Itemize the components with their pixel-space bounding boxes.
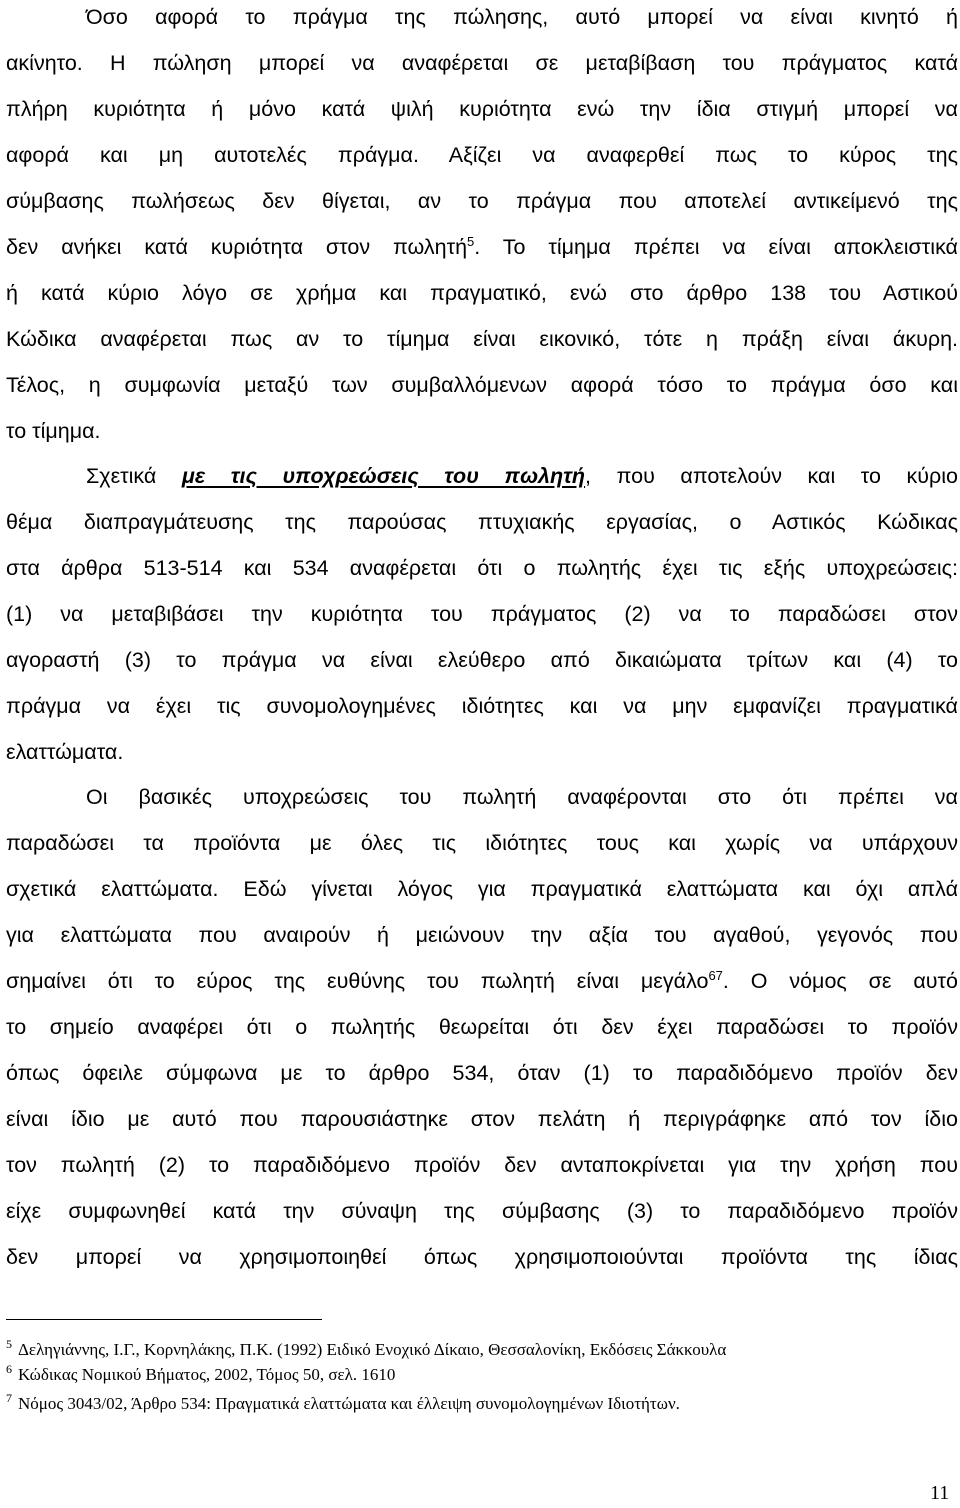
paragraph-line: σχετικά ελαττώματα. Εδώ γίνεται λόγος για πραγματικά ελαττώματα και όχι απλά (6, 877, 958, 901)
paragraph-line: ακίνητο. Η πώληση μπορεί να αναφέρεται σε μεταβίβαση του πράγματος κατά (6, 51, 958, 75)
paragraph-line: πλήρη κυριότητα ή μόνο κατά ψιλή κυριότητα ενώ την ίδια στιγμή μπορεί να (6, 97, 958, 121)
footnote-separator (6, 1319, 322, 1320)
footnote-text: Κώδικας Νομικού Βήματος, 2002, Τόμος 50, σελ. 1610 (18, 1365, 396, 1384)
footnote-reference: 5 (467, 233, 475, 249)
paragraph-line: το σημείο αναφέρει ότι ο πωλητής θεωρείται ότι δεν έχει παραδώσει το προϊόν (6, 1015, 958, 1039)
paragraph-line: ή κατά κύριο λόγο σε χρήμα και πραγματικό, ενώ στο άρθρο 138 του Αστικού (6, 281, 958, 305)
paragraph-line: Όσο αφορά το πράγμα της πώλησης, αυτό μπορεί να είναι κινητό ή (86, 5, 958, 29)
emphasized-text: με τις υποχρεώσεις του πωλητή (181, 464, 586, 488)
paragraph-line: το τίμημα. (6, 419, 101, 443)
paragraph-line (86, 462, 958, 490)
paragraph-line: για ελαττώματα που αναιρούν ή μειώνουν την αξία του αγαθού, γεγονός που (6, 923, 958, 947)
footnote (6, 1364, 395, 1386)
paragraph-line: είναι ίδιο με αυτό που παρουσιάστηκε στον πελάτη ή περιγράφηκε από τον ίδιο (6, 1107, 958, 1131)
text-span: σημαίνει ότι το εύρος της ευθύνης του πωλητή είναι μεγάλο (6, 969, 709, 993)
paragraph-line: πράγμα να έχει τις συνομολογημένες ιδιότητες και να μην εμφανίζει πραγματικά (6, 694, 958, 718)
paragraph-line: Τέλος, η συμφωνία μεταξύ των συμβαλλόμενων αφορά τόσο το πράγμα όσο και (6, 373, 958, 397)
footnote-number: 5 (6, 1337, 12, 1352)
paragraph-line: παραδώσει τα προϊόντα με όλες τις ιδιότητες τους και χωρίς να υπάρχουν (6, 831, 958, 855)
paragraph-line: Οι βασικές υποχρεώσεις του πωλητή αναφέρονται στο ότι πρέπει να (86, 785, 958, 809)
text-span: . Το τίμημα πρέπει να είναι αποκλειστικά (474, 235, 958, 259)
page-number: 11 (930, 1482, 950, 1504)
paragraph-line: είχε συμφωνηθεί κατά την σύναψη της σύμβασης (3) το παραδιδόμενο προϊόν (6, 1199, 958, 1223)
text-span: Σχετικά (86, 464, 182, 488)
paragraph-line: αφορά και μη αυτοτελές πράγμα. Αξίζει να αναφερθεί πως το κύρος της (6, 143, 958, 167)
paragraph-line: αγοραστή (3) το πράγμα να είναι ελεύθερο από δικαιώματα τρίτων και (4) το (6, 648, 958, 672)
paragraph-line: στα άρθρα 513-514 και 534 αναφέρεται ότι ο πωλητής έχει τις εξής υποχρεώσεις: (6, 556, 958, 580)
paragraph-line: θέμα διαπραγμάτευσης της παρούσας πτυχιακής εργασίας, ο Αστικός Κώδικας (6, 510, 958, 534)
footnote-text: Δεληγιάννης, Ι.Γ., Κορνηλάκης, Π.Κ. (1992) Ειδικό Ενοχικό Δίκαιο, Θεσσαλονίκη, Εκδόσεις Σάκκουλα (18, 1340, 727, 1359)
paragraph-line: σύμβασης πωλήσεως δεν θίγεται, αν το πράγμα που αποτελεί αντικείμενό της (6, 189, 958, 213)
footnote-number: 7 (6, 1391, 12, 1406)
footnote-reference: 67 (708, 967, 723, 983)
text-span: δεν ανήκει κατά κυριότητα στον πωλητή (6, 235, 468, 259)
footnote (6, 1393, 680, 1415)
paragraph-line: τον πωλητή (2) το παραδιδόμενο προϊόν δεν ανταποκρίνεται για την χρήση που (6, 1153, 958, 1177)
paragraph-line: όπως όφειλε σύμφωνα με το άρθρο 534, όταν (1) το παραδιδόμενο προϊόν δεν (6, 1061, 958, 1085)
paragraph-line (6, 967, 958, 995)
paragraph-line: ελαττώματα. (6, 740, 124, 764)
footnote-text: Νόμος 3043/02, Άρθρο 534: Πραγματικά ελαττώματα και έλλειψη συνομολογημένων Ιδιοτήτων. (18, 1394, 680, 1413)
paragraph-line: Κώδικα αναφέρεται πως αν το τίμημα είναι εικονικό, τότε η πράξη είναι άκυρη. (6, 327, 958, 351)
footnote (6, 1339, 726, 1361)
text-span: , που αποτελούν και το κύριο (585, 464, 958, 488)
paragraph-line: (1) να μεταβιβάσει την κυριότητα του πράγματος (2) να το παραδώσει στον (6, 602, 958, 626)
footnote-number: 6 (6, 1362, 12, 1377)
text-span: . Ο νόμος σε αυτό (722, 969, 958, 993)
paragraph-line (6, 233, 958, 261)
paragraph-line: δεν μπορεί να χρησιμοποιηθεί όπως χρησιμοποιούνται προϊόντα της ίδιας (6, 1245, 958, 1269)
